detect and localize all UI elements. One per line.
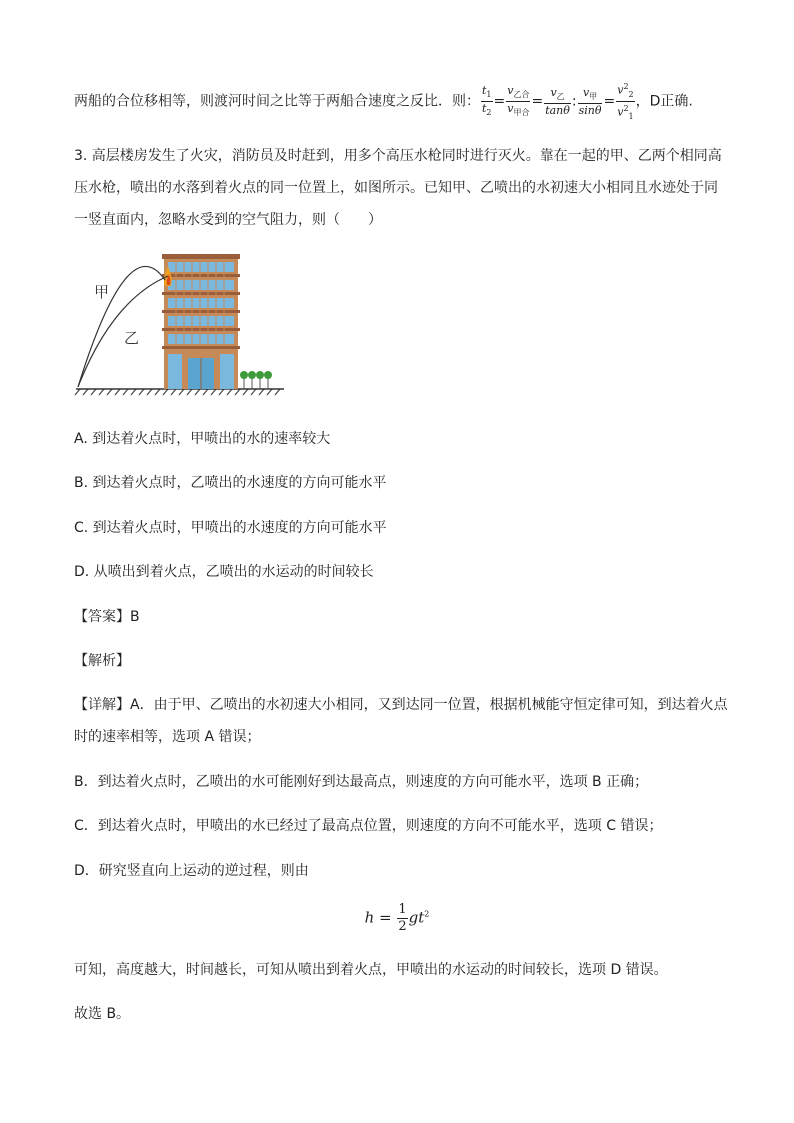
intro-text: 两船的合位移相等，则渡河时间之比等于两船合速度之反比．则： <box>74 93 480 110</box>
question-line-2: 压水枪，喷出的水落到着火点的同一位置上，如图所示。已知甲、乙喷出的水初速大小相同且水迹处于同 <box>74 180 718 196</box>
lower-window-left <box>168 354 182 389</box>
option-a: A. 到达着火点时，甲喷出的水的速率较大 <box>74 431 331 447</box>
detail-a-line-1: 【详解】A．由于甲、乙喷出的水初速大小相同，又到达同一位置，根据机械能守恒定律可知，到达着火点 <box>74 697 728 713</box>
final-answer: 故选 B。 <box>74 1006 131 1022</box>
intro-suffix: ，D正确. <box>635 93 693 110</box>
option-b: B. 到达着火点时，乙喷出的水速度的方向可能水平 <box>74 475 387 491</box>
analysis-label: 【解析】 <box>74 653 130 669</box>
detail-b: B．到达着火点时，乙喷出的水可能刚好到达最高点，则速度的方向可能水平，选项 B 正确； <box>74 774 649 790</box>
conclusion: 可知，高度越大，时间越长，可知从喷出到着火点，甲喷出的水运动的时间较长，选项 D 错误。 <box>74 962 668 978</box>
label-jia: 甲 <box>94 283 110 301</box>
fraction-t: $\frac{t_1}{t_2}$ <box>482 83 492 118</box>
trees <box>240 371 272 389</box>
question-line-1: 3. 高层楼房发生了火灾，消防员及时赶到，用多个高压水枪同时进行灭火。靠在一起的甲、乙两个相同高 <box>74 148 722 164</box>
equation-h: h = $\frac{1}{2}$ $gt^2$ <box>364 902 430 934</box>
detail-c: C．到达着火点时，甲喷出的水已经过了最高点位置，则速度的方向不可能水平，选项 C 错误； <box>74 818 663 834</box>
question-line-3: 一竖直面内，忽略水受到的空气阻力，则（ ） <box>74 212 382 228</box>
detail-d: D．研究竖直向上运动的逆过程，则由 <box>74 863 309 879</box>
lower-window-right <box>220 354 234 389</box>
detail-a-line-2: 时的速率相等，选项 A 错误； <box>74 729 261 745</box>
intro-line: 两船的合位移相等，则渡河时间之比等于两船合速度之反比．则： $\frac{t_1}{t_2}$ = $\frac{v_{乙合}}{v_{甲合}}$ = $\frac{v_乙}{\tan\theta}$ : $\frac{v_甲}{\sin\theta}$ = $\frac{v^2_2}{v^2_1}$ ，D正确. <box>74 82 693 121</box>
fraction-v-he: $\frac{v_{乙合}}{v_{甲合}}$ <box>507 83 530 118</box>
building-roof <box>162 254 240 259</box>
fire-building-figure <box>72 250 292 400</box>
option-d: D. 从喷出到着火点，乙喷出的水运动的时间较长 <box>74 564 374 580</box>
option-c: C. 到达着火点时，甲喷出的水速度的方向可能水平 <box>74 520 387 536</box>
answer: 【答案】B <box>74 609 140 625</box>
fraction-v-sin: $\frac{v_甲}{\sin\theta}$ <box>578 85 602 117</box>
fraction-v-sq: $\frac{v^2_2}{v^2_1}$ <box>617 82 634 121</box>
ground-hatch <box>75 389 280 395</box>
fraction-v-tan: $\frac{v_乙}{\tan\theta}$ <box>545 85 570 117</box>
trajectory-yi <box>78 276 168 387</box>
label-yi: 乙 <box>124 329 140 347</box>
